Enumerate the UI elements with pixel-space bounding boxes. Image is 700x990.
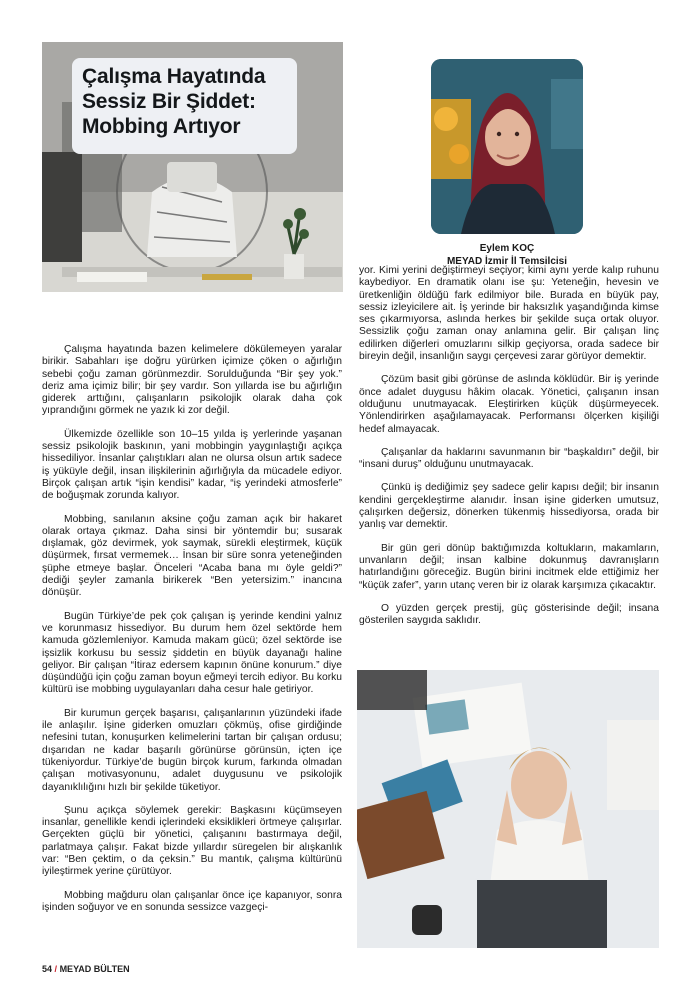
article-column-right bbox=[359, 265, 659, 638]
office-stress-image bbox=[357, 670, 659, 948]
paragraph: Bugün Türkiye’de pek çok çalışan iş yerinde kendini yalnız ve korunmasız hissediyor. Bu durum hem özel sektörde hem kamuda gözlemleniyor. Kamuda makam gücü; özel sektörde ise işsizlik korkusu bu sessiz şiddetin en büyük dayanağı haline geliyor. Bir çalışan “İtiraz edersem kapının önüne konurum.” diye düşündüğü için çoğu zaman boyun eğmeyi tercih ediyor. Bu korku kültürü ise mobbing uygulayanları daha cesur hale getiriyor. bbox=[42, 610, 342, 696]
paragraph: Mobbing, sanılanın aksine çoğu zaman açık bir hakaret olarak ortaya çıkmaz. Daha sinsi bir yöntemdir bu; susarak dışlamak, göz devirmek, yok saymak, sürekli eleştirmek, küçük düşürmek, fırsat vermemek… İnsan bir süre sonra yeteneğinden şüphe etmeye başlar. Önceleri “Acaba bana mı öyle geldi?” dediği şeyler zamanla birikerek “Ben yetersizim.” inancına dönüşür. bbox=[42, 513, 342, 599]
stressed-worker-photo bbox=[357, 670, 659, 948]
footer-separator: / bbox=[54, 964, 58, 974]
page-number: 54 bbox=[42, 964, 53, 974]
paragraph: yor. Kimi yerini değiştirmeyi seçiyor; kimi aynı yerde kalıp ruhunu kaybediyor. En dramatik olanı ise şu: Yeteneğin, hevesin ve üretkenliğin öldüğü fark edilmiyor bile. Burada en büyük pay, sessiz izleyicilere ait. İş yerinde bir haksızlık yaşandığında kimse ses çıkarmıyorsa, aslında herkes bir şekilde suça ortak oluyor. Sessizlik çoğu zaman onay anlamına gelir. Bir çalışan linç edilirken diğerleri omuzlarını silkip geçiyorsa, orada sadece bir bireyin değil, insanlığın saygı çerçevesi zarar görüyor demektir. bbox=[359, 265, 659, 363]
paragraph: Çünkü iş dediğimiz şey sadece gelir kapısı değil; bir insanın kendini gerçekleştirme alanıdır. İnsan işine giderken umutsuz, çalışırken değersiz, dönerken tükenmiş hissediyorsa, orada bir yanlış var demektir. bbox=[359, 482, 659, 531]
article-title-box bbox=[72, 58, 297, 154]
publication-name: MEYAD BÜLTEN bbox=[59, 964, 130, 974]
paragraph: Şunu açıkça söylemek gerekir: Başkasını küçümseyen insanlar, genellikle kendi içlerindeki eksiklikleri örtmeye çalışırlar. Gerçekten güçlü bir yönetici, çalışanını bastırmaya değil, parlatmaya çalışır. Fakat bizde yıllardır süregelen bir alışkanlık var: “Ben çektim, o da çeksin.” Bu mantık, çalışma kültürünü iyileştirmek yerine çürütüyor. bbox=[42, 804, 342, 878]
paragraph: Ülkemizde özellikle son 10–15 yılda iş yerlerinde yaşanan sessiz psikolojik baskının, yani mobbingin yaygınlaştığı açıkça hissediliyor. İnsanlar çalıştıkları alan ne olursa olsun artık sadece iş yüküyle değil, insan ilişkilerinin ağırlığıyla da mücadele ediyor. Birçok çalışan artık “işin kendisi” kadar, “iş yerindeki atmosferle” de boğuşmak zorunda kalıyor. bbox=[42, 428, 342, 502]
page-footer bbox=[42, 964, 130, 974]
author-portrait bbox=[431, 59, 583, 234]
paragraph: Mobbing mağduru olan çalışanlar önce içe kapanıyor, sonra işinden soğuyor ve en sonunda sessizce vazgeçi- bbox=[42, 889, 342, 913]
author-role: MEYAD İzmir İl Temsilcisi bbox=[446, 256, 568, 267]
paragraph: Çalışma hayatında bazen kelimelere dökülemeyen yaralar birikir. Sabahları işe doğru yürürken içimize çöken o ağırlığın sebebi çoğu zaman görünmezdir. Sorulduğunda “Bir şey yok.” deriz ama içimiz bilir; bir şey vardır. Son yıllarda ise bu ağırlığın giderek arttığını, çalışanların psikolojik olarak daha çok yıprandığını görmek ne yazık ki zor değil. bbox=[42, 344, 342, 417]
paragraph: Bir gün geri dönüp baktığımızda koltukların, makamların, unvanların değil; insan kalbine dokunmuş davranışların hatırlandığını göreceğiz. Bugün birini incitmek elde ettiğimiz her “küçük zafer”, yarın utanç veren bir iz olarak karşımıza çıkacaktır. bbox=[359, 542, 659, 591]
paragraph: Çözüm basit gibi görünse de aslında köklüdür. Bir iş yerinde önce adalet duygusu hâkim olacak. Yönetici, çalışanın insan olduğunu unutmayacak. Eleştirirken küçük düşürmeyecek. Yönlendirirken aşağılamayacak. Performansı ölçerken kişiliği hedef almayacak. bbox=[359, 374, 659, 435]
paragraph: Bir kurumun gerçek başarısı, çalışanlarının yüzündeki ifade ile anlaşılır. İşine giderken omuzları çökmüş, ofise girdiğinde nefesini tutan, konuşurken kelimelerini tartan bir çalışan ordusu; dışarıdan ne kadar başarılı görünürse görünsün, içten içe tükeniyordur. Türkiye’de bugün birçok kurum, farkında olmadan çalışan motivasyonunu, adalet duygusunu ve psikolojik dayanıklılığını hızlı bir şekilde tüketiyor. bbox=[42, 707, 342, 793]
author-name: Eylem KOÇ bbox=[479, 243, 535, 254]
paragraph: Çalışanlar da haklarını savunmanın bir “başkaldırı” değil, bir “insani duruş” olduğunu unutmayacak. bbox=[359, 446, 659, 471]
article-column-left bbox=[42, 344, 342, 925]
paragraph: O yüzden gerçek prestij, güç gösterisinde değil; insana gösterilen saygıda saklıdır. bbox=[359, 602, 659, 627]
author-photo bbox=[431, 59, 583, 234]
article-title: Çalışma Hayatında Sessiz Bir Şiddet: Mobbing Artıyor bbox=[82, 65, 266, 138]
